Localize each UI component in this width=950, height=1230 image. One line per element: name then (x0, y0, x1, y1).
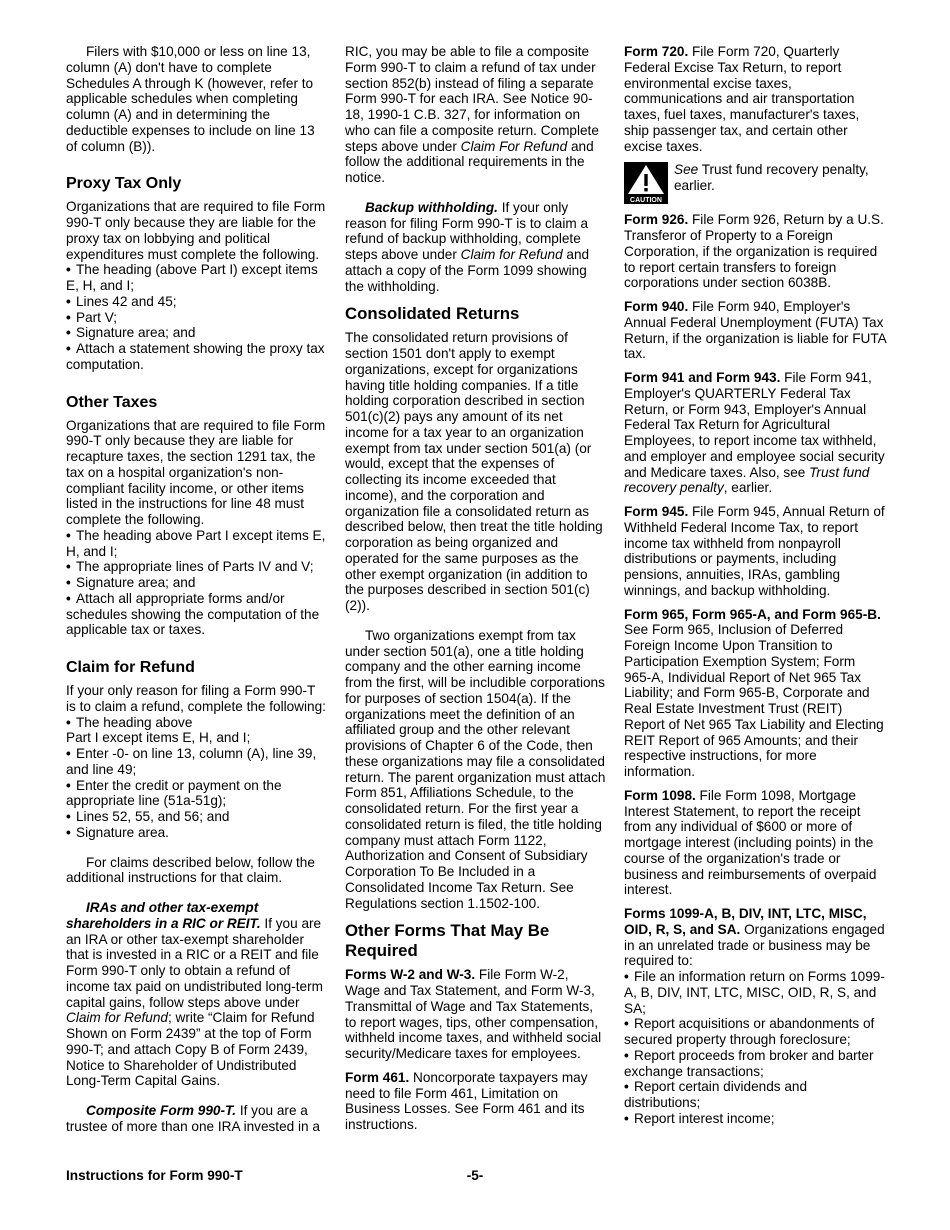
proxy-bullet: • Part V; (66, 310, 328, 326)
forms-1099-text: Organizations engaged in an unrelated trade or business may be required to: (624, 921, 885, 969)
form-941-paragraph (624, 370, 886, 496)
consolidated-paragraph-1: The consolidated return provisions of section 1501 don't apply to exempt organizations, except for organizations having title holding companies. If a title holding corporation described in section 501(c)(2) pays any amount of its net income for a tax year to an organization exempt from tax under section 501(a) (or would, except that the expenses of collecting its income exceeded that income), and the corporation and organization file a consolidated return as described below, then treat the title holding corporation as being organized and operated for the same purposes as the other exempt organization (in addition to the purposes described in section 501(c)(2)). (345, 330, 603, 613)
forms-1099-paragraph (624, 906, 886, 969)
proxy-tax-heading: Proxy Tax Only (66, 175, 182, 193)
other-taxes-bullet: • The appropriate lines of Parts IV and V; (66, 559, 328, 575)
form-1098-paragraph (624, 788, 886, 898)
form-940-label: Form 940. (624, 299, 689, 314)
claim-bullet: • Enter the credit or payment on the appropriate line (51a-51g); (66, 778, 328, 810)
ric-italic-ref: Claim For Refund (460, 138, 568, 154)
proxy-intro: Organizations that are required to file Form 990-T only because they are liable for the proxy tax on lobbying and political expenditures must complete the following. (66, 199, 326, 262)
ric-text: RIC, you may be able to file a composite Form 990-T to claim a refund of tax under section 852(b) instead of filing a separate Form 990-T for each IRA. See Notice 90-18, 1990-1 C.B. 327, for information on who can file a composite return. Complete steps above under (345, 44, 599, 154)
form-926-text: File Form 926, Return by a U.S. Transferor of Property to a Foreign Corporation, if the organization is required to report certain transfers to foreign corporations under section 6038B. (624, 212, 884, 291)
claim-bullet: • Lines 52, 55, and 56; and (66, 809, 328, 825)
other-taxes-bullet: • Signature area; and (66, 575, 328, 591)
form-720-paragraph (624, 44, 886, 154)
ric-text-end: and follow the additional requirements in the notice. (345, 138, 594, 185)
column-left (66, 44, 328, 1135)
other-taxes-intro: Organizations that are required to file Form 990-T only because they are liable for recapture taxes, the section 1291 tax, the tax on a hospital organization's non-compliant facility income, or other items listed in the instructions for line 48 must complete the following. (66, 417, 326, 527)
ira-paragraph (66, 900, 328, 1089)
form-945-paragraph (624, 504, 886, 599)
form-945-text: File Form 945, Annual Return of Withheld Federal Income Tax, to report income tax withheld from nonpayroll distributions or payments, including pensions, annuities, IRAs, gambling winnings, and backup withholding. (624, 504, 885, 598)
form-720-text: File Form 720, Quarterly Federal Excise Tax Return, to report environmental excise taxes, communications and air transportation taxes, fuel taxes, manufacturer's taxes, ship passenger tax, and certain other excise taxes. (624, 44, 860, 154)
column-middle (345, 44, 607, 1133)
form-941-text: File Form 941, Employer's QUARTERLY Federal Tax Return, or Form 943, Employer's Annual Federal Tax Return for Agricultural Employees, to report income tax withheld, and employer and employee social security and Medicare taxes. Also, see (624, 370, 885, 480)
claim-bullet: • The heading above (66, 715, 328, 731)
form-941-text-end: , earlier. (723, 480, 773, 496)
forms-1099-label: Forms 1099-A, B, DIV, INT, LTC, MISC, OID, R, S, and SA. (624, 906, 867, 937)
form-941-label: Form 941 and Form 943. (624, 370, 781, 385)
form-461-paragraph (345, 1070, 607, 1133)
caution-note (624, 162, 886, 204)
footer-title: Instructions for Form 990-T (66, 1168, 243, 1183)
proxy-bullet: • Lines 42 and 45; (66, 294, 328, 310)
form-940-text: File Form 940, Employer's Annual Federal Unemployment (FUTA) Tax Return, if the organization is liable for FUTA tax. (624, 299, 886, 362)
forms-1099-bullet: • Report interest income; (624, 1111, 886, 1127)
consolidated-paragraph-2: Two organizations exempt from tax under section 501(a), one a title holding company and the other earning income from the first, will be includible corporations for purposes of section 1504(a). If the organizations meet the definition of an affiliated group and the other relevant provisions of Chapter 6 of the Code, then these organizations may file a consolidated return. The parent organization must attach Form 851, Affiliations Schedule, to the consolidated return. For the first year a consolidated return is filed, the title holding company must attach Form 1122, Authorization and Consent of Subsidiary Corporation To Be Included in a Consolidated Income Tax Return. See Regulations section 1.1502-100. (345, 627, 606, 911)
claim-bullet-continuation: Part I except items E, H, and I; (66, 730, 251, 746)
composite-paragraph (66, 1103, 328, 1135)
claim-bullet: • Signature area. (66, 825, 328, 841)
other-taxes-bullet: • The heading above Part I except items E, H, and I; (66, 528, 328, 560)
caution-icon (624, 162, 668, 204)
ric-paragraph (345, 44, 607, 186)
form-941-italic-ref: Trust fund recovery penalty (624, 464, 870, 496)
caution-body: Trust fund recovery penalty, earlier. (674, 162, 869, 193)
form-461-text: Noncorporate taxpayers may need to file Form 461, Limitation on Business Losses. See Form 461 and its instructions. (345, 1069, 588, 1132)
form-945-label: Form 945. (624, 504, 689, 519)
forms-w2-label: Forms W-2 and W-3. (345, 967, 476, 983)
forms-1099-bullet: • Report certain dividends and distributions; (624, 1079, 886, 1111)
page-number: -5- (466, 1168, 484, 1183)
caution-word: CAUTION (630, 197, 662, 205)
form-720-label: Form 720. (624, 44, 689, 59)
claim-bullet: • Enter -0- on line 13, column (A), line 39, and line 49; (66, 746, 328, 778)
forms-w2-paragraph (345, 967, 607, 1062)
ira-text-end: ; write “Claim for Refund Shown on Form 2439” at the top of Form 990-T; and attach Copy B of Form 2439, Notice to Shareholder of Undistributed Long-Term Capital Gains. (66, 1010, 315, 1089)
column-right (624, 44, 886, 1127)
other-forms-heading: Other Forms That May Be Required (345, 921, 550, 961)
form-1098-text: File Form 1098, Mortgage Interest Statement, to report the receipt from any individual of $600 or more of mortgage interest (including points) in the course of the organization's trade or business and reimbursements of overpaid interest. (624, 787, 877, 898)
composite-label: Composite Form 990-T. (86, 1103, 237, 1118)
other-taxes-heading: Other Taxes (66, 393, 158, 411)
forms-1099-bullet: • Report acquisitions or abandonments of secured property through foreclosure; (624, 1016, 886, 1048)
claims-paragraph: For claims described below, follow the additional instructions for that claim. (66, 854, 315, 886)
other-taxes-bullet: • Attach all appropriate forms and/or schedules showing the computation of the applicable tax or taxes. (66, 591, 328, 638)
claim-refund-heading: Claim for Refund (66, 659, 195, 676)
caution-see: See (674, 162, 699, 178)
proxy-bullet: • Signature area; and (66, 325, 328, 341)
filers-paragraph: Filers with $10,000 or less on line 13, column (A) don't have to complete Schedules A through K (however, refer to applicable schedules when completing column (A) and in determining the deductible expenses to include on line 13 of column (B)). (66, 44, 315, 154)
forms-w2-text: File Form W-2, Wage and Tax Statement, and Form W-3, Transmittal of Wage and Tax Statements, to report wages, tips, other compensation, withheld income taxes, and withheld social security/Medicare taxes for employees. (345, 967, 602, 1061)
caution-text (674, 162, 886, 194)
ira-italic-ref: Claim for Refund (66, 1010, 168, 1026)
form-461-label: Form 461. (345, 1069, 410, 1085)
ira-label: IRAs and other tax-exempt shareholders in a RIC or REIT. (66, 900, 261, 931)
form-965-label: Form 965, Form 965-A, and Form 965-B. (624, 606, 881, 622)
form-940-paragraph (624, 299, 886, 362)
composite-text: If you are a trustee of more than one IRA invested in a (66, 1103, 320, 1134)
forms-1099-bullet: • Report proceeds from broker and barter exchange transactions; (624, 1048, 886, 1080)
backup-italic-ref: Claim for Refund (460, 247, 563, 262)
form-965-paragraph (624, 607, 886, 780)
form-965-text: See Form 965, Inclusion of Deferred Foreign Income Upon Transition to Participation Exemption System; Form 965-A, Individual Report of Net 965 Tax Liability; and Form 965-B, Corporate and Real Estate Investment Trust (REIT) Report of Net 965 Tax Liability and Electing REIT Report of 965 Amounts; and their respective instructions, for more information. (624, 622, 884, 779)
form-926-paragraph (624, 212, 886, 291)
consolidated-returns-heading: Consolidated Returns (345, 304, 520, 324)
proxy-bullet: • Attach a statement showing the proxy tax computation. (66, 341, 328, 373)
form-1098-label: Form 1098. (624, 787, 696, 803)
proxy-bullet: • The heading (above Part I) except items E, H, and I; (66, 262, 328, 294)
backup-paragraph (345, 200, 607, 295)
backup-label: Backup withholding. (365, 199, 498, 215)
form-926-label: Form 926. (624, 212, 689, 228)
forms-1099-bullet: • File an information return on Forms 1099-A, B, DIV, INT, LTC, MISC, OID, R, S, and SA; (624, 969, 886, 1016)
backup-text: If your only reason for filing Form 990-T is to claim a refund of backup withholding, complete steps above under (345, 199, 589, 262)
claim-intro: If your only reason for filing a Form 990-T is to claim a refund, complete the following: (66, 683, 326, 714)
backup-text-end: and attach a copy of the Form 1099 showing the withholding. (345, 247, 590, 294)
ira-text: If you are an IRA or other tax-exempt shareholder that is invested in a RIC or a REIT and file Form 990-T only to obtain a refund of income tax paid on undistributed long-term capital gains, follow steps above under (66, 915, 323, 1010)
